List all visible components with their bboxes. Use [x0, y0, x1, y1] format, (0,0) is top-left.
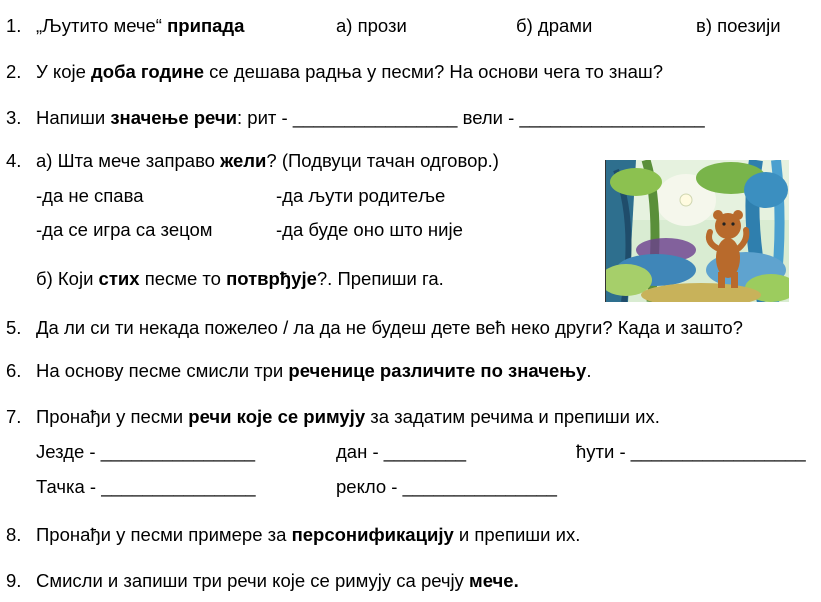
- q7-word-2: дан - ________: [336, 441, 467, 462]
- q4-option-4: -да буде оно што није: [276, 219, 463, 240]
- q6-question: На основу песме смисли три реченице различите по значењу.: [36, 360, 592, 381]
- q3-number: 3.: [6, 107, 22, 128]
- q8-question: Пронађи у песми примере за персонификацију и препиши их.: [36, 524, 581, 545]
- q7-word-4: Тачка - _______________: [36, 476, 256, 497]
- q5-number: 5.: [6, 317, 22, 338]
- q4-option-1: -да не спава: [36, 185, 144, 206]
- q7-number: 7.: [6, 406, 22, 427]
- q2-question: У које доба године се дешава радња у песми? На основи чега то знаш?: [36, 61, 664, 82]
- q1-question: „Љутито мече“ припада: [36, 15, 245, 36]
- q3-question: Напиши значење речи: рит - ________________ вели - __________________: [36, 107, 705, 128]
- q9-question: Смисли и запиши три речи које се римују са речју мече.: [36, 570, 519, 591]
- bear-forest-illustration: [605, 160, 789, 302]
- q4-number: 4.: [6, 150, 22, 171]
- q4-option-3: -да се игра са зецом: [36, 219, 213, 240]
- q4b-question: б) Који стих песме то потврђује?. Препиши га.: [36, 268, 444, 289]
- q4a-question: а) Шта мече заправо жели? (Подвуци тачан одговор.): [36, 150, 499, 171]
- q7-word-1: Језде - _______________: [36, 441, 256, 462]
- q6-number: 6.: [6, 360, 22, 381]
- q7-word-3: ћути - _________________: [576, 441, 806, 462]
- q5-question: Да ли си ти некада пожелео / ла да не будеш дете већ неко други? Када и зашто?: [36, 317, 743, 338]
- q4-option-2: -да љути родитеље: [276, 185, 446, 206]
- q7-word-5: рекло - _______________: [336, 476, 557, 497]
- q2-number: 2.: [6, 61, 22, 82]
- q8-number: 8.: [6, 524, 22, 545]
- q1-option-a: а) прози: [336, 15, 407, 36]
- q7-question: Пронађи у песми речи које се римују за задатим речима и препиши их.: [36, 406, 660, 427]
- q1-option-b: б) драми: [516, 15, 593, 36]
- q1-number: 1.: [6, 15, 22, 36]
- q9-number: 9.: [6, 570, 22, 591]
- q1-option-c: в) поезији: [696, 15, 781, 36]
